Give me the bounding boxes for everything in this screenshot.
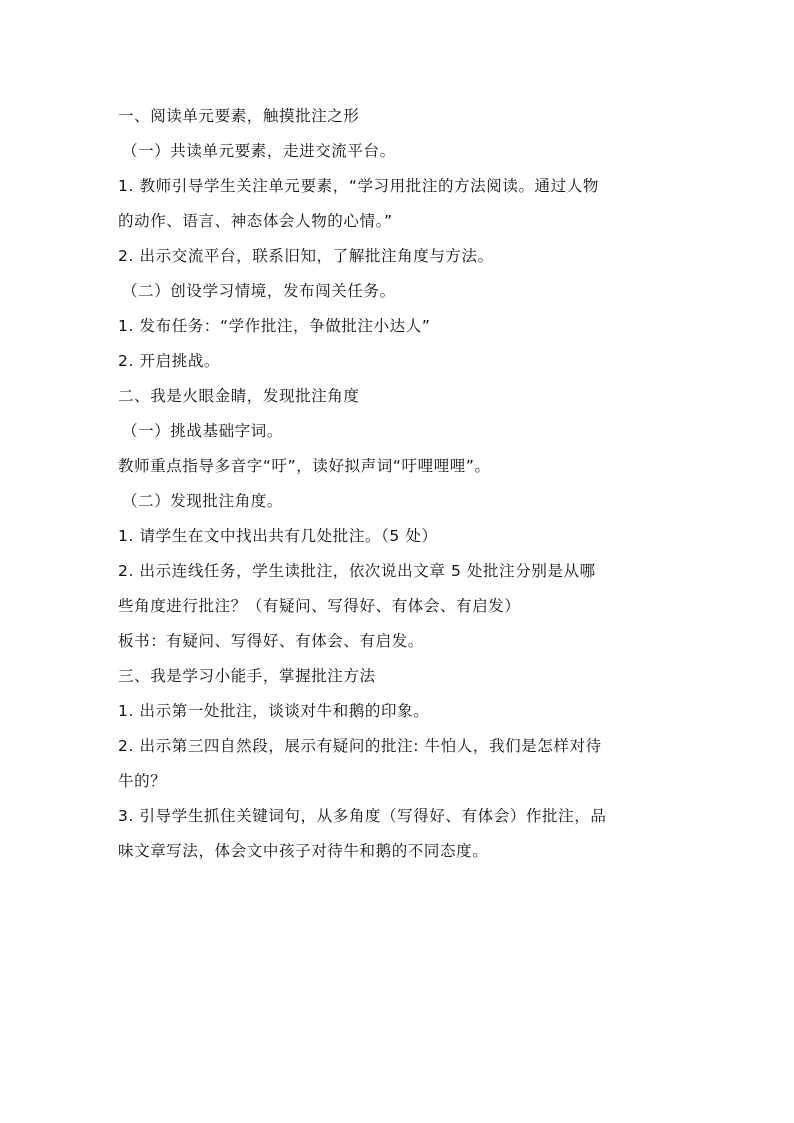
subheading-2-1: （一）挑战基础字词。 xyxy=(122,422,284,440)
paragraph-line: 牛的？ xyxy=(118,772,167,790)
paragraph-line: 3. 引导学生抓住关键词句，从多角度（写得好、有体会）作批注，品 xyxy=(118,807,607,825)
paragraph-line: 味文章写法，体会文中孩子对待牛和鹅的不同态度。 xyxy=(118,842,489,860)
paragraph-line: 2. 出示连线任务，学生读批注，依次说出文章 5 处批注分别是从哪 xyxy=(118,562,596,580)
paragraph-line: 2. 出示交流平台，联系旧知，了解批注角度与方法。 xyxy=(118,247,494,265)
subheading-1-1: （一）共读单元要素，走进交流平台。 xyxy=(122,142,396,160)
section-heading-1: 一、阅读单元要素，触摸批注之形 xyxy=(118,107,360,125)
paragraph-line: 的动作、语言、神态体会人物的心情。” xyxy=(118,212,393,230)
subheading-1-2: （二）创设学习情境，发布闯关任务。 xyxy=(122,282,396,300)
paragraph-line: 1. 出示第一处批注，谈谈对牛和鹅的印象。 xyxy=(118,702,430,720)
paragraph-line: 1. 教师引导学生关注单元要素，“学习用批注的方法阅读。通过人物 xyxy=(118,177,599,195)
paragraph-line: 2. 开启挑战。 xyxy=(118,352,221,370)
paragraph-line: 教师重点指导多音字“吁”，读好拟声词“吁哩哩哩”。 xyxy=(118,457,491,475)
paragraph-line: 1. 发布任务：“学作批注，争做批注小达人” xyxy=(118,317,431,335)
paragraph-line: 些角度进行批注？（有疑问、写得好、有体会、有启发） xyxy=(118,597,521,615)
paragraph-line: 1. 请学生在文中找出共有几处批注。（5 处） xyxy=(118,527,438,545)
section-heading-3: 三、我是学习小能手，掌握批注方法 xyxy=(118,667,376,685)
paragraph-line: 2. 出示第三四自然段，展示有疑问的批注: 牛怕人，我们是怎样对待 xyxy=(118,737,602,755)
document-body xyxy=(118,103,678,873)
section-heading-2: 二、我是火眼金睛，发现批注角度 xyxy=(118,387,360,405)
blackboard-note: 板书：有疑问、写得好、有体会、有启发。 xyxy=(118,632,424,650)
subheading-2-2: （二）发现批注角度。 xyxy=(122,492,284,510)
